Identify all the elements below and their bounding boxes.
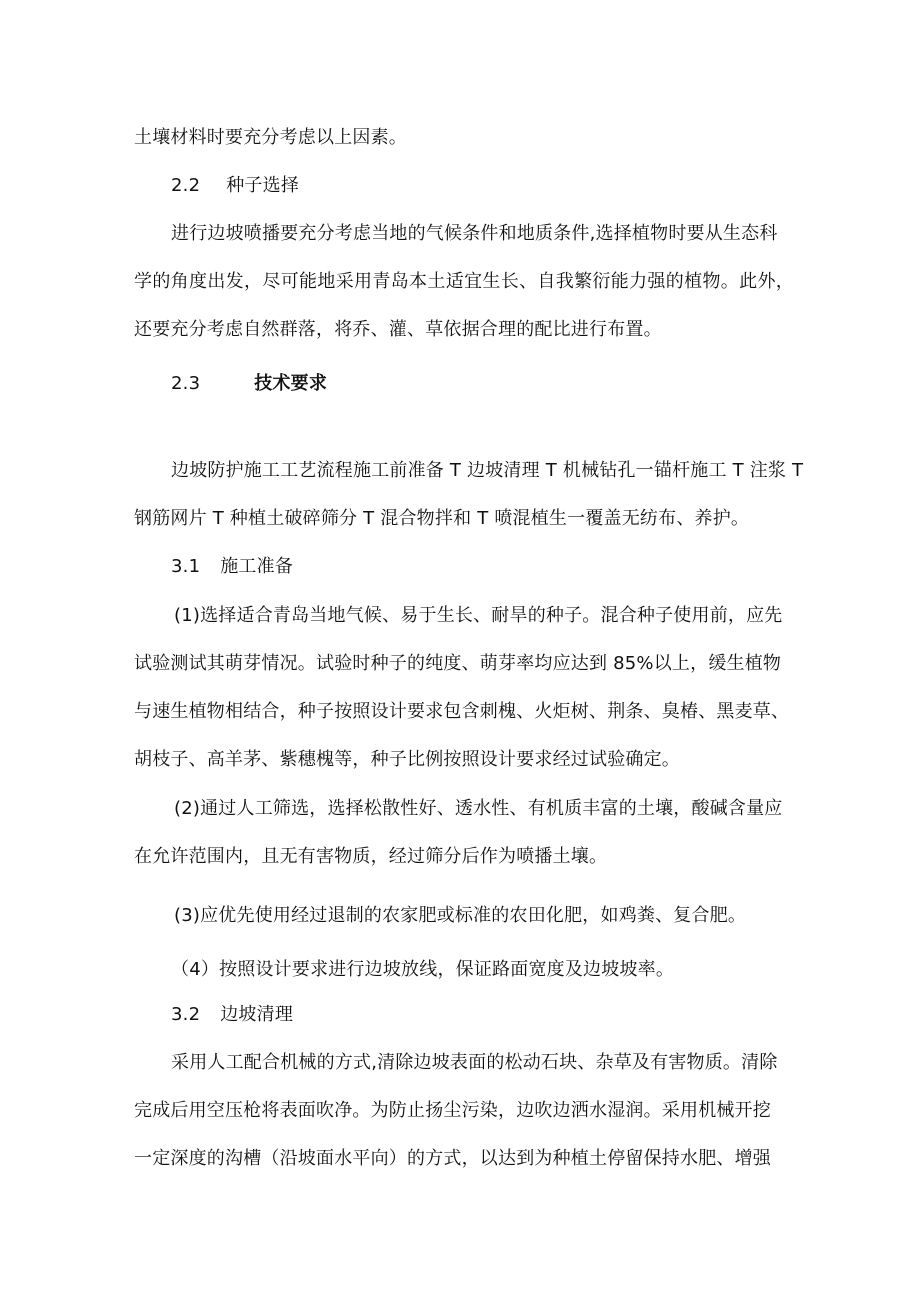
paragraph-line: (3)应优先使用经过退制的农家肥或标准的农田化肥，如鸡粪、复合肥。 <box>174 905 747 926</box>
section-title: 技术要求 <box>254 373 328 394</box>
section-number: 2.2 <box>171 175 201 196</box>
paragraph-line: 胡枝子、高羊茅、紫穗槐等，种子比例按照设计要求经过试验确定。 <box>134 749 680 770</box>
paragraph-line: 钢筋网片 T 种植土破碎筛分 T 混合物拌和 T 喷混植生一覆盖无纺布、养护。 <box>134 508 750 529</box>
paragraph-line: (1)选择适合青岛当地气候、易于生长、耐旱的种子。混合种子使用前，应先 <box>174 605 783 626</box>
paragraph-line: 边坡防护施工工艺流程施工前准备 T 边坡清理 T 机械钻孔一锚杆施工 T 注浆 T <box>171 460 804 481</box>
paragraph-line: 还要充分考虑自然群落，将乔、灌、草依据合理的配比进行布置。 <box>134 319 662 340</box>
section-heading-2-3 <box>171 372 327 396</box>
paragraph-line: 一定深度的沟槽（沿坡面水平向）的方式，以达到为种植土停留保持水肥、增强 <box>134 1148 771 1169</box>
paragraph-line: 进行边坡喷播要充分考虑当地的气候条件和地质条件,选择植物时要从生态科 <box>171 223 778 244</box>
paragraph-line: (2)通过人工筛选，选择松散性好、透水性、有机质丰富的土壤，酸碱含量应 <box>174 798 783 819</box>
paragraph-line: 在允许范围内，且无有害物质，经过筛分后作为喷播土壤。 <box>134 846 608 867</box>
paragraph-line: 与速生植物相结合，种子按照设计要求包含刺槐、火炬树、荆条、臭椿、黑麦草、 <box>134 701 790 722</box>
paragraph-line: 试验测试其萌芽情况。试验时种子的纯度、萌芽率均应达到 85%以上，缓生植物 <box>134 653 782 674</box>
paragraph-line: （4）按照设计要求进行边坡放线，保证路面宽度及边坡坡率。 <box>171 959 675 980</box>
section-title: 施工准备 <box>220 556 294 577</box>
paragraph-line: 采用人工配合机械的方式,清除边坡表面的松动石块、杂草及有害物质。清除 <box>171 1052 778 1073</box>
section-number: 2.3 <box>171 373 201 394</box>
paragraph-line: 学的角度出发，尽可能地采用青岛本土适宜生长、自我繁衍能力强的植物。此外， <box>134 271 794 292</box>
section-heading-2-2 <box>171 174 299 198</box>
paragraph-line: 完成后用空压枪将表面吹净。为防止扬尘污染，边吹边洒水湿润。采用机械开挖 <box>134 1100 771 1121</box>
section-heading-3-1 <box>171 555 293 579</box>
section-number: 3.2 <box>171 1004 201 1025</box>
paragraph-line: 土壤材料时要充分考虑以上因素。 <box>134 127 407 148</box>
section-title: 种子选择 <box>226 175 300 196</box>
section-title: 边坡清理 <box>220 1004 294 1025</box>
section-heading-3-2 <box>171 1003 293 1027</box>
section-number: 3.1 <box>171 556 201 577</box>
